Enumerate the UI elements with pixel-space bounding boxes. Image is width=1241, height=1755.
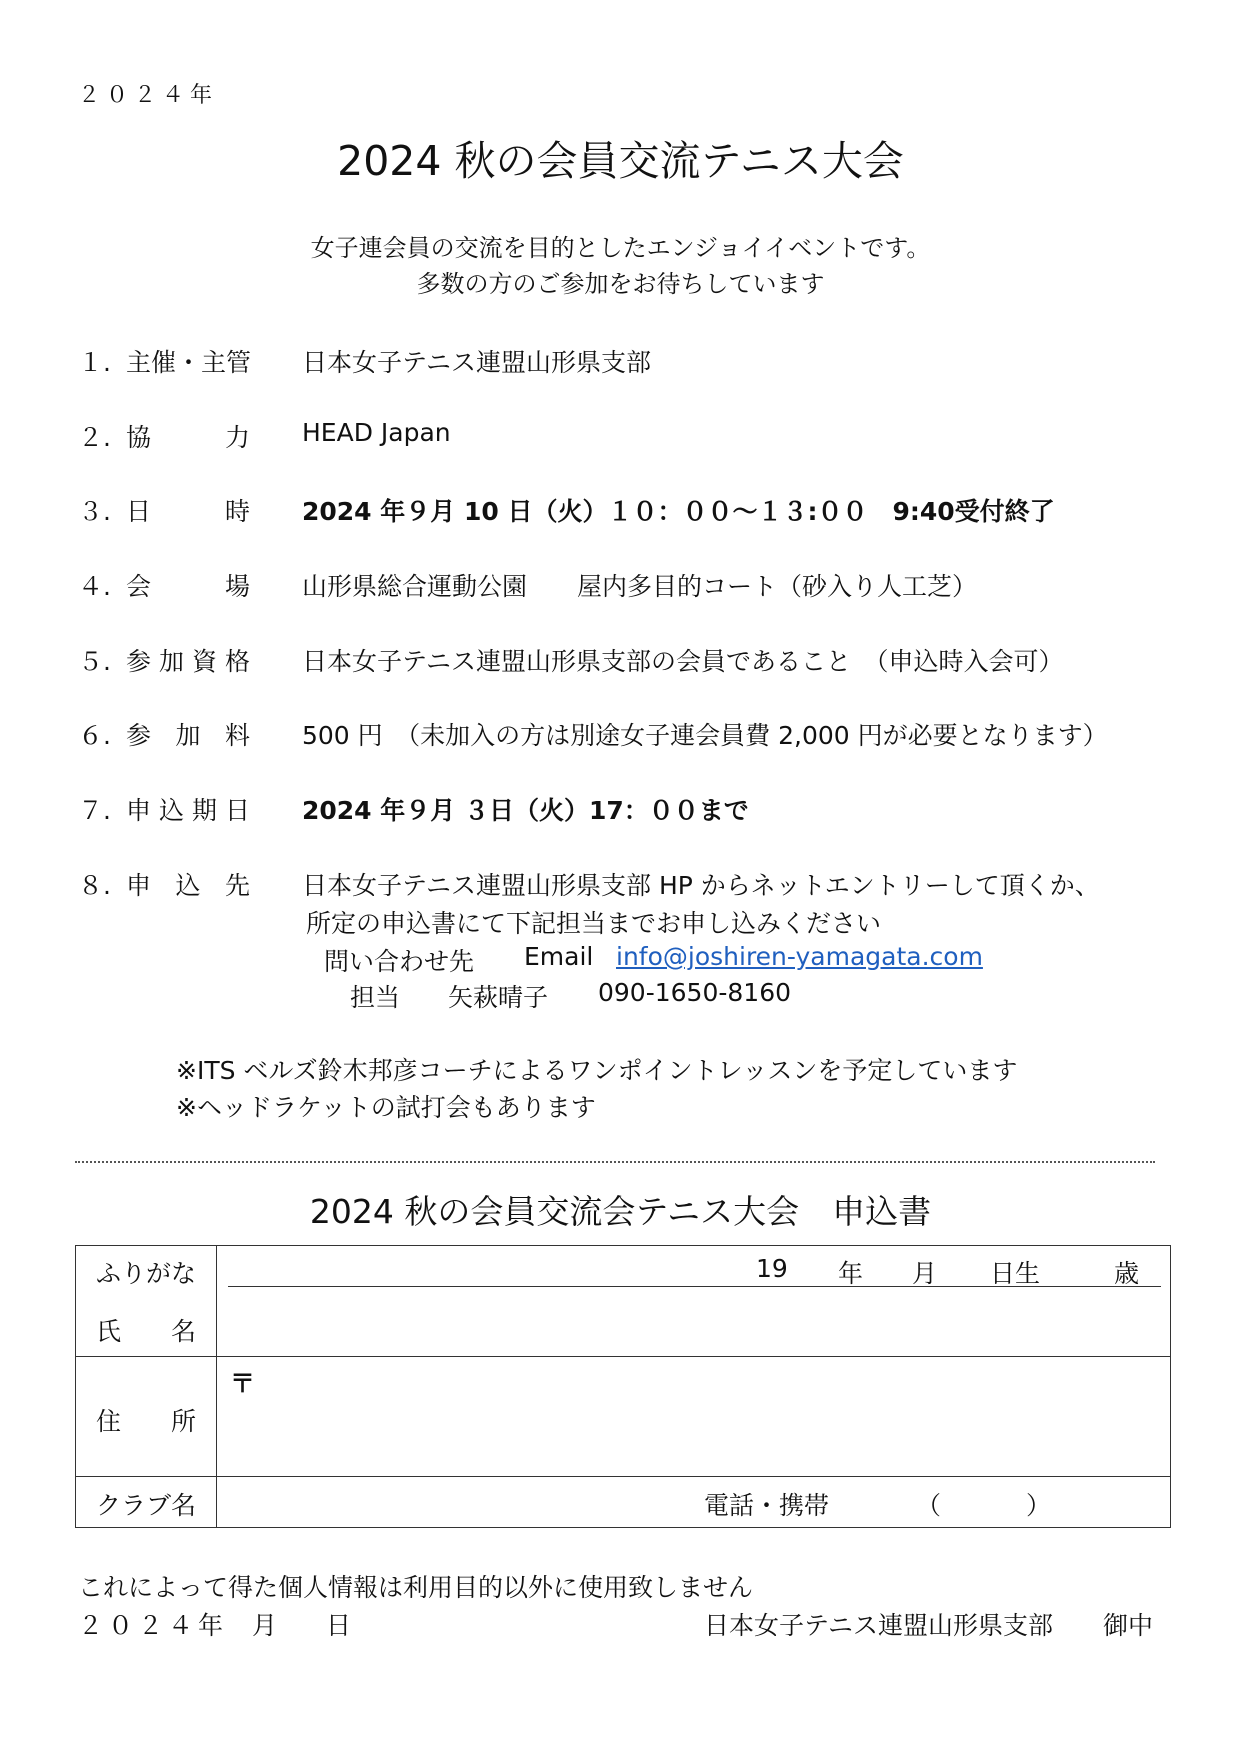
label-part: 申	[126, 871, 152, 900]
intro-line-2: 多数の方のご参加をお待ちしています	[416, 270, 825, 298]
label-part: 協	[126, 423, 152, 452]
contact-label: 問い合わせ先	[324, 947, 475, 976]
date-month: 月	[252, 1611, 278, 1640]
date-year: ２０２４年	[78, 1611, 229, 1640]
apply-instruction: 所定の申込書にて下記担当までお申し込みください	[306, 909, 882, 938]
birth-19: 19	[756, 1254, 788, 1283]
item-number: ４.	[78, 572, 111, 601]
email-label: Email	[524, 942, 594, 971]
item-value-organizer: 日本女子テニス連盟山形県支部	[302, 348, 652, 377]
item-label-cooperation	[126, 418, 250, 454]
item-number: ８.	[78, 871, 111, 900]
item-label-eligibility	[126, 642, 250, 678]
item-number: ７.	[78, 796, 111, 825]
note-lesson: ※ITS ベルズ鈴木邦彦コーチによるワンポイントレッスンを予定しています	[176, 1056, 1018, 1085]
label-part: 資	[191, 647, 217, 676]
phone-paren-close: ）	[1026, 1491, 1052, 1520]
address-label: 住 所	[96, 1407, 197, 1436]
document-year: ２０２４年	[78, 83, 219, 108]
intro-line-1: 女子連会員の交流を目的としたエンジョイイベントです。	[310, 234, 931, 262]
item-label-organizer	[126, 343, 250, 379]
item-label-apply-to	[126, 866, 250, 902]
item-number: １.	[78, 348, 111, 377]
label-part: 料	[224, 721, 250, 750]
furigana-label: ふりがな	[96, 1259, 197, 1288]
label-part: 力	[224, 423, 250, 452]
label-part: 期	[191, 796, 217, 825]
person-name: 矢萩晴子	[448, 983, 549, 1012]
label-part: 加	[175, 721, 201, 750]
postal-mark: 〒	[230, 1369, 256, 1398]
item-value-eligibility: 日本女子テニス連盟山形県支部の会員であること （申込時入会可）	[302, 647, 1064, 676]
label-part: 日	[126, 497, 152, 526]
phone-paren-open: （	[916, 1491, 942, 1520]
item-value-datetime: 2024 年９月 10 日（火）１０：００～１３:００ 9:40受付終了	[302, 497, 1055, 526]
item-value-apply-to: 日本女子テニス連盟山形県支部 HP からネットエントリーして頂くか、	[302, 871, 1100, 900]
item-label-deadline	[126, 791, 250, 827]
name-label: 氏 名	[96, 1317, 197, 1346]
label-part: 先	[224, 871, 250, 900]
label-part: 日	[224, 796, 250, 825]
club-label: クラブ名	[96, 1491, 197, 1520]
recipient: 日本女子テニス連盟山形県支部 御中	[704, 1611, 1154, 1640]
birth-year-label: 年	[838, 1259, 864, 1288]
contact-phone: 090-1650-8160	[598, 978, 792, 1007]
label-part: 会	[126, 572, 152, 601]
page-title: 2024 秋の会員交流テニス大会	[337, 137, 904, 185]
item-label-venue	[126, 567, 250, 603]
item-number: ５.	[78, 647, 111, 676]
item-number: ２.	[78, 423, 111, 452]
form-row-divider	[75, 1476, 1171, 1477]
label-part: 込	[175, 871, 201, 900]
item-label-fee	[126, 716, 250, 752]
phone-label: 電話・携帯	[704, 1491, 830, 1520]
label-part: 時	[224, 497, 250, 526]
label-part: 主催・主管	[126, 348, 252, 377]
item-number: ３.	[78, 497, 111, 526]
privacy-note: これによって得た個人情報は利用目的以外に使用致しません	[78, 1573, 754, 1602]
label-part: 加	[158, 647, 184, 676]
item-label-datetime	[126, 492, 250, 528]
birth-day-label: 日生	[990, 1259, 1041, 1288]
item-value-cooperation: HEAD Japan	[302, 418, 451, 447]
form-row-divider	[75, 1356, 1171, 1357]
date-day: 日	[326, 1611, 352, 1640]
label-part: 格	[224, 647, 250, 676]
label-part: 場	[224, 572, 250, 601]
item-value-fee: 500 円 （未加入の方は別途女子連会員費 2,000 円が必要となります）	[302, 721, 1108, 750]
cut-line	[75, 1161, 1155, 1163]
item-number: ６.	[78, 721, 111, 750]
item-value-deadline: 2024 年９月 ３日（火）17：００まで	[302, 796, 749, 825]
note-racket-trial: ※ヘッドラケットの試打会もあります	[176, 1093, 596, 1122]
email-link[interactable]: info@joshiren-yamagata.com	[616, 942, 983, 971]
label-part: 参	[126, 647, 152, 676]
label-part: 込	[158, 796, 184, 825]
label-part: 参	[126, 721, 152, 750]
item-value-venue: 山形県総合運動公園 屋内多目的コート（砂入り人工芝）	[302, 572, 978, 601]
age-label: 歳	[1114, 1259, 1140, 1288]
form-column-divider	[216, 1245, 217, 1528]
person-label: 担当	[350, 983, 401, 1012]
label-part: 申	[126, 796, 152, 825]
birth-month-label: 月	[912, 1259, 938, 1288]
form-title: 2024 秋の会員交流会テニス大会 申込書	[309, 1192, 932, 1231]
